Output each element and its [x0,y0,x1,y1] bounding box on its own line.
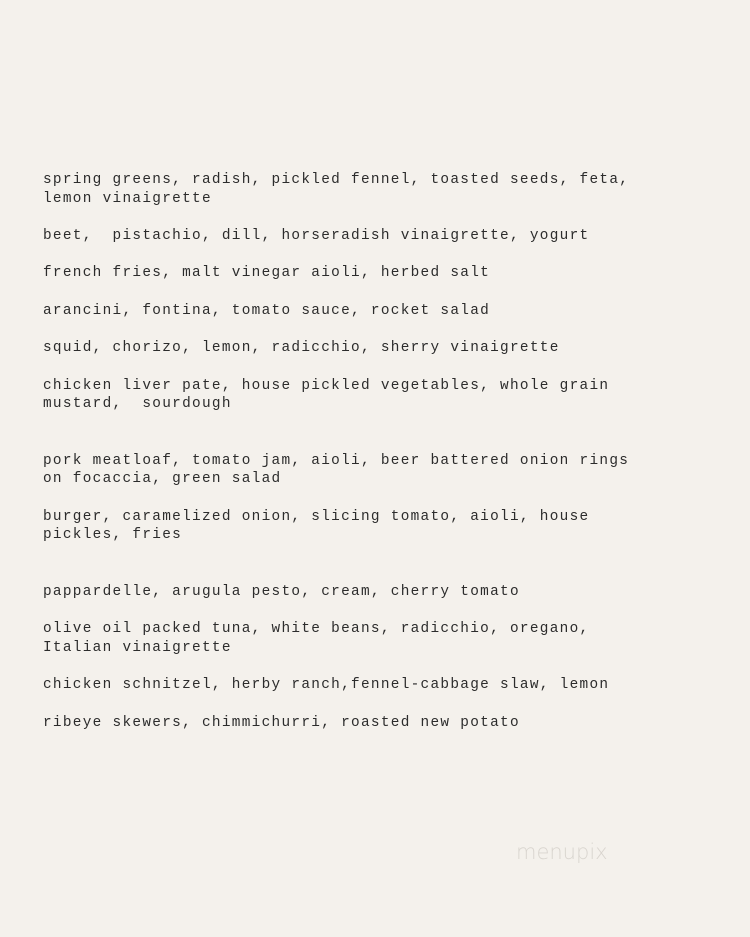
menu-section-sandwiches [43,452,723,545]
menu-item: french fries, malt vinegar aioli, herbed salt [43,265,491,282]
menu-section-starters [43,171,723,414]
menu-section-mains [43,583,723,732]
menu-content [43,171,723,732]
menu-item: beet, pistachio, dill, horseradish vinaigrette, yogurt [43,227,590,244]
menu-item: olive oil packed tuna, white beans, radicchio, oregano, Italian vinaigrette [43,621,590,656]
menu-item: pappardelle, arugula pesto, cream, cherry tomato [43,583,520,600]
menu-item: arancini, fontina, tomato sauce, rocket salad [43,302,491,319]
menu-item: ribeye skewers, chimmichurri, roasted new potato [43,714,520,731]
watermark-logo: menupix [516,840,608,864]
menu-item: squid, chorizo, lemon, radicchio, sherry vinaigrette [43,340,560,357]
menu-item: chicken schnitzel, herby ranch,fennel-cabbage slaw, lemon [43,677,610,694]
menu-item: chicken liver pate, house pickled vegetables, whole grain mustard, sourdough [43,377,610,413]
menu-item: spring greens, radish, pickled fennel, toasted seeds, feta, lemon vinaigrette [43,172,630,207]
menu-item: burger, caramelized onion, slicing tomato, aioli, house pickles, fries [43,508,590,544]
menu-item: pork meatloaf, tomato jam, aioli, beer battered onion rings on focaccia, green salad [43,452,630,488]
